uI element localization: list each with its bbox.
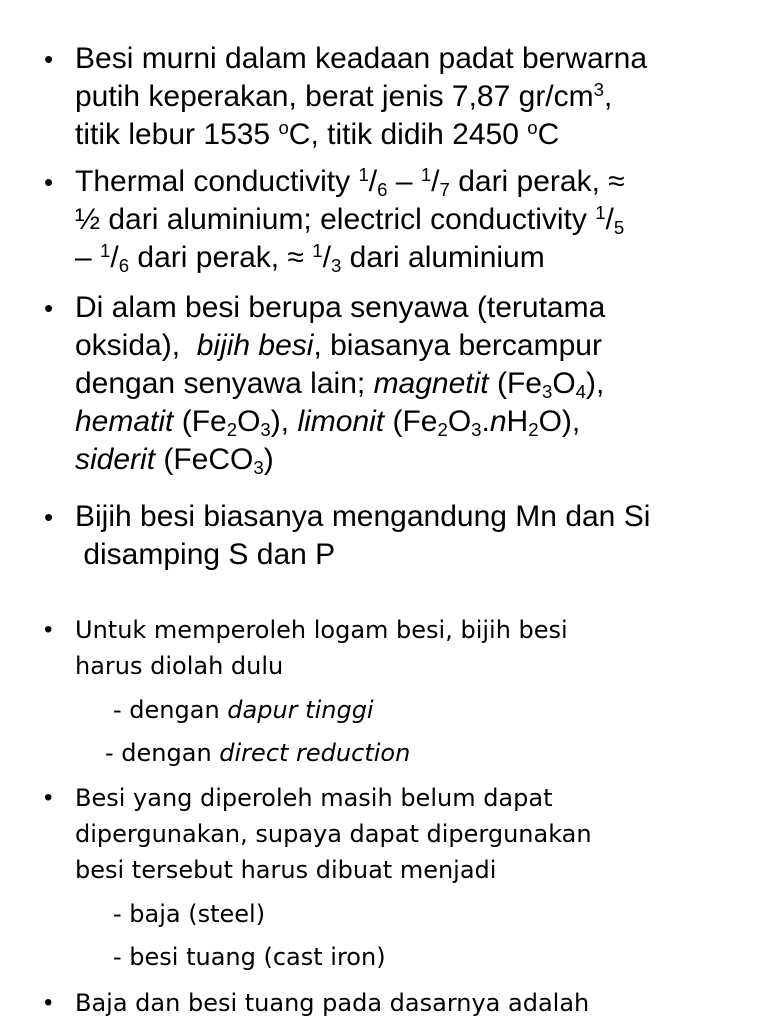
text-run: – (387, 165, 421, 198)
text-run: , (603, 80, 613, 113)
bullet-text (75, 289, 748, 479)
bullet-text (75, 612, 748, 771)
text-run: . (481, 405, 490, 438)
text-run: H (506, 405, 529, 438)
fraction-denominator: 6 (118, 255, 130, 277)
text-run: dari perak, ≈ (449, 165, 625, 198)
bullet-icon: • (44, 293, 54, 323)
text-run: - baja (steel) (113, 900, 266, 928)
fraction-denominator: 5 (613, 217, 625, 239)
text-line (75, 441, 748, 479)
sub-item-steel (75, 896, 748, 932)
text-run: - dengan (113, 696, 228, 724)
text-line (75, 289, 748, 327)
italic-term: bijih besi (196, 329, 314, 362)
subscript: 4 (575, 381, 587, 403)
text-run: titik lebur 1535 (75, 118, 279, 151)
text-line (75, 78, 748, 116)
fraction-numerator: 1 (312, 239, 323, 261)
text-line (75, 201, 748, 239)
fraction-numerator: 1 (100, 239, 111, 261)
bullet-icon: • (44, 784, 53, 811)
text-run: (Fe (488, 367, 542, 400)
fraction (595, 201, 625, 239)
fraction-numerator: 1 (358, 163, 369, 185)
text-run: disamping S dan P (75, 538, 336, 571)
bullet-icon: • (44, 167, 54, 197)
text-line (75, 365, 748, 403)
text-run: O (237, 405, 261, 438)
text-line (75, 116, 748, 154)
text-line (75, 612, 748, 648)
text-line (75, 40, 748, 78)
text-run: Besi murni dalam keadaan padat berwarna (75, 42, 648, 75)
superscript: 3 (593, 78, 604, 100)
fraction-slash: / (431, 165, 440, 198)
italic-term: magnetit (373, 367, 489, 400)
italic-term: n (489, 405, 507, 438)
degree-superscript: o (278, 116, 289, 138)
bullet-text (75, 163, 748, 277)
text-line (75, 163, 748, 201)
italic-term: hematit (75, 405, 174, 438)
text-run: C (537, 118, 560, 151)
text-line (75, 239, 748, 277)
bullet-text (75, 498, 748, 574)
text-run: - besi tuang (cast iron) (113, 943, 386, 971)
bullet-icon: • (44, 616, 53, 643)
fraction-slash: / (322, 241, 331, 274)
text-run: O (447, 405, 472, 438)
text-run: putih keperakan, berat jenis 7,87 gr/cm (75, 80, 594, 113)
text-run: O (552, 367, 576, 400)
fraction-denominator: 3 (330, 255, 342, 277)
bullet-text (75, 985, 748, 1021)
text-line (75, 852, 748, 888)
sub-item-cast-iron (75, 939, 748, 975)
bullet-text (75, 780, 748, 975)
fraction-slash: / (605, 203, 614, 236)
subscript: 2 (226, 419, 238, 441)
text-run: (Fe (173, 405, 227, 438)
italic-term: limonit (297, 405, 385, 438)
text-line (75, 780, 748, 816)
bullet-text (75, 40, 748, 154)
text-run: – (75, 241, 101, 274)
text-run: oksida), (75, 329, 197, 362)
italic-term: siderit (75, 443, 156, 476)
text-run: ) (263, 443, 274, 476)
degree-superscript: o (527, 116, 538, 138)
sub-item-direct-reduction (75, 735, 748, 771)
subscript: 3 (253, 457, 264, 479)
text-run: ), (270, 405, 298, 438)
fraction (312, 239, 342, 277)
text-run: , biasanya bercampur (313, 329, 602, 362)
subscript: 3 (260, 419, 271, 441)
text-line (75, 327, 748, 365)
bullet-icon: • (44, 989, 53, 1016)
text-line (75, 403, 748, 441)
text-run: - dengan (105, 739, 220, 767)
text-run: dari perak, ≈ (129, 241, 313, 274)
text-run: C, titik didih 2450 (288, 118, 528, 151)
text-run: Untuk memperoleh logam besi, bijih besi (75, 616, 568, 644)
text-run: dipergunakan, supaya dapat dipergunakan (75, 820, 592, 848)
text-run: Thermal conductivity (75, 165, 359, 198)
text-line (75, 536, 748, 574)
text-run: ), (586, 367, 605, 400)
text-line (75, 816, 748, 852)
fraction (420, 163, 450, 201)
fraction-slash: / (368, 165, 378, 198)
subscript: 3 (541, 381, 553, 403)
italic-term: dapur tinggi (227, 696, 374, 724)
text-run: besi tersebut harus dibuat menjadi (75, 856, 497, 884)
text-run: Di alam besi berupa senyawa (terutama (75, 291, 606, 324)
subscript: 3 (471, 419, 482, 441)
fraction-numerator: 1 (420, 163, 432, 185)
fraction-denominator: 7 (439, 179, 450, 201)
text-run: dari aluminium (341, 241, 545, 274)
text-run: ½ dari aluminium; electricl conductivity (75, 203, 596, 236)
text-run: Baja dan besi tuang pada dasarnya adalah (75, 989, 590, 1017)
text-run: Besi yang diperoleh masih belum dapat (75, 784, 553, 812)
text-run: harus diolah dulu (75, 652, 284, 680)
text-line (75, 648, 748, 684)
text-line (75, 985, 748, 1021)
italic-term: direct reduction (219, 739, 411, 767)
fraction (100, 239, 130, 277)
text-run: (Fe (384, 405, 438, 438)
sub-item-blast-furnace (75, 692, 748, 728)
fraction-numerator: 1 (595, 201, 606, 223)
bullet-icon: • (44, 44, 54, 74)
text-run: O), (538, 405, 581, 438)
bullet-icon: • (44, 502, 54, 532)
fraction (358, 163, 388, 201)
fraction-denominator: 6 (377, 179, 388, 201)
text-run: (FeCO (155, 443, 254, 476)
text-line (75, 498, 748, 536)
subscript: 2 (528, 419, 539, 441)
subscript: 2 (437, 419, 448, 441)
text-run: Bijih besi biasanya mengandung Mn dan Si (75, 500, 651, 533)
text-run: dengan senyawa lain; (75, 367, 374, 400)
fraction-slash: / (110, 241, 119, 274)
